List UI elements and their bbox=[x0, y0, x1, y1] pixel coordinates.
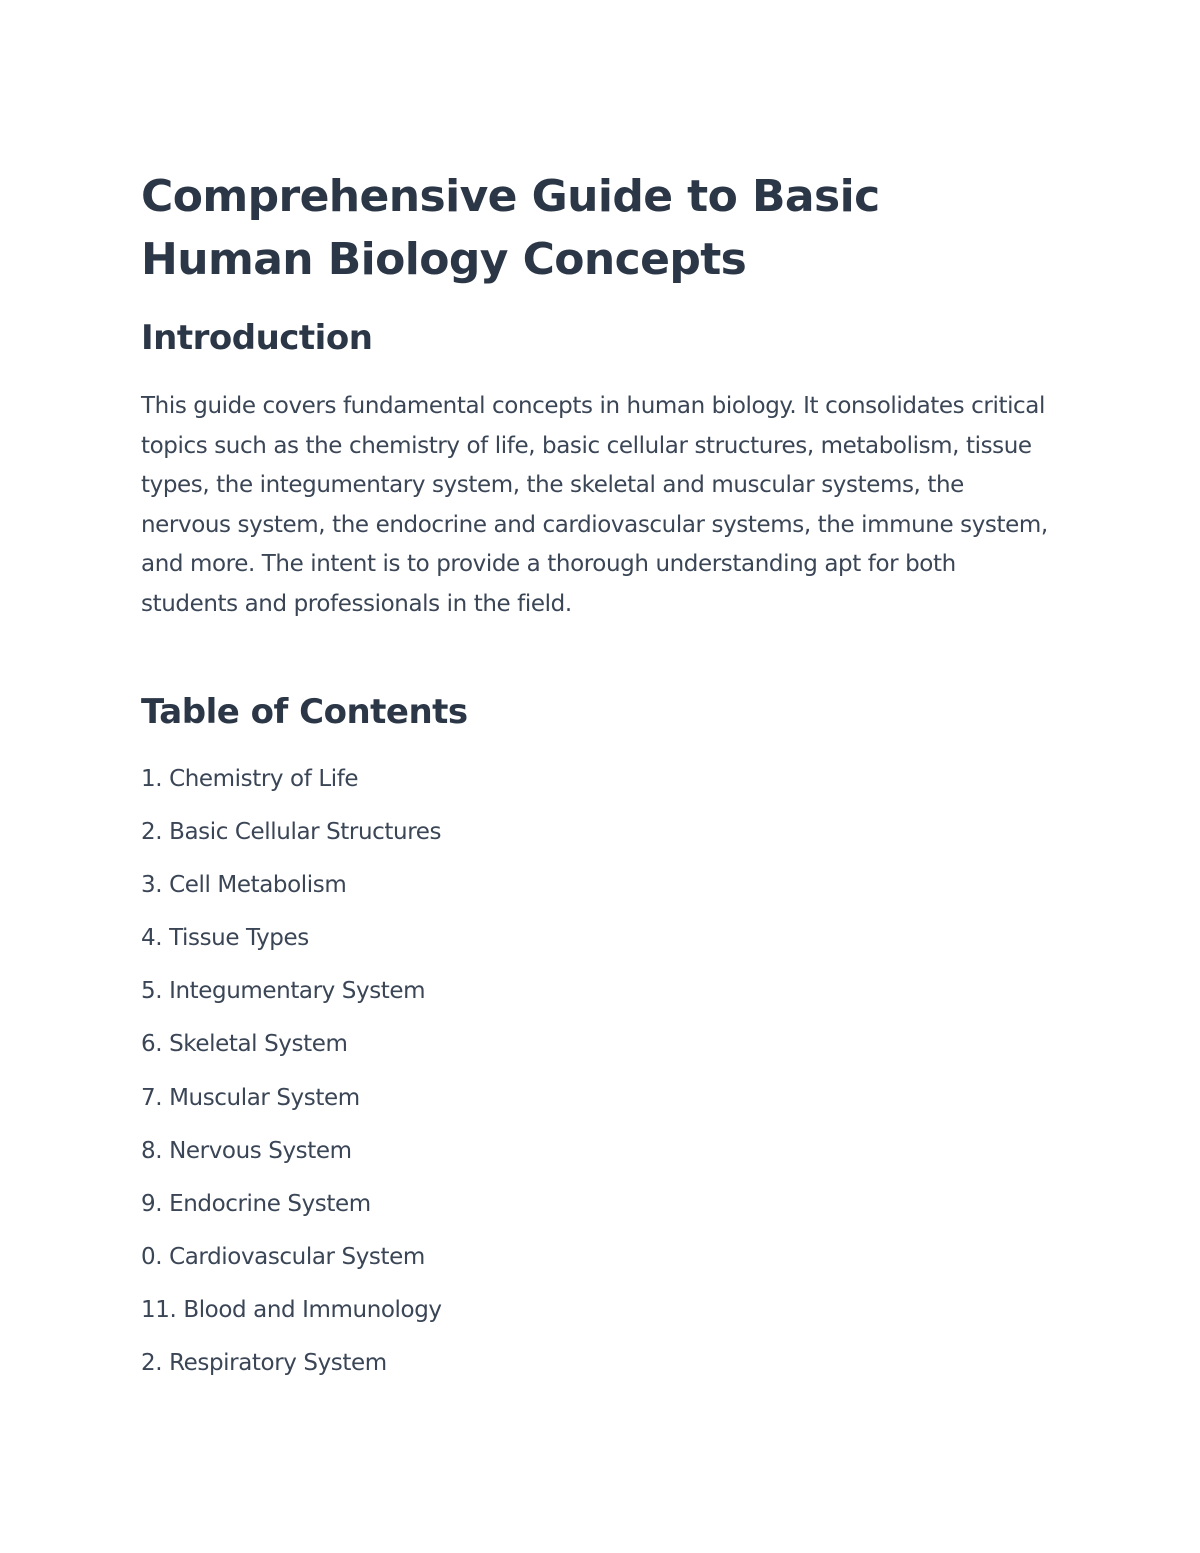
toc-item-integumentary-system bbox=[141, 969, 442, 1022]
toc-item-number: 7. bbox=[141, 1084, 163, 1111]
toc-item-tissue-types bbox=[141, 916, 442, 969]
toc-item-number: 3. bbox=[141, 872, 163, 899]
toc-item-label: Nervous System bbox=[169, 1137, 352, 1164]
toc-item-number: 5. bbox=[141, 978, 163, 1005]
toc-item-chemistry-of-life bbox=[141, 757, 442, 810]
toc-item-number: 4. bbox=[141, 925, 163, 952]
document-title: Comprehensive Guide to Basic Human Biology Concepts bbox=[141, 171, 880, 285]
toc-item-label: Skeletal System bbox=[169, 1031, 348, 1058]
toc-item-number: 9. bbox=[141, 1190, 163, 1217]
introduction-paragraph: This guide covers fundamental concepts in human biology. It consolidates critical topics such as the chemistry of life, basic cellular structures, metabolism, tissue types, the integumentary system, the skeletal and muscular systems, the nervous system, the endocrine and cardiovascular systems, the immune system, and more. The intent is to provide a thorough understanding apt for both students and professionals in the field. bbox=[141, 393, 1048, 617]
toc-item-basic-cellular-structures bbox=[141, 810, 442, 863]
toc-item-endocrine-system bbox=[141, 1182, 442, 1235]
toc-item-number: 0. bbox=[141, 1243, 163, 1270]
toc-item-label: Cell Metabolism bbox=[169, 872, 347, 899]
toc-item-skeletal-system bbox=[141, 1022, 442, 1075]
toc-item-label: Integumentary System bbox=[169, 978, 426, 1005]
toc-item-number: 1. bbox=[141, 766, 163, 792]
toc-item-respiratory-system bbox=[141, 1341, 442, 1394]
toc-item-cardiovascular-system bbox=[141, 1235, 442, 1288]
toc-item-number: 2. bbox=[141, 1350, 163, 1377]
toc-item-muscular-system bbox=[141, 1076, 442, 1129]
toc-item-label: Muscular System bbox=[169, 1084, 360, 1111]
toc-item-label: Endocrine System bbox=[169, 1190, 371, 1217]
toc-item-number: 6. bbox=[141, 1031, 163, 1058]
toc-item-cell-metabolism bbox=[141, 863, 442, 916]
toc-item-label: Cardiovascular System bbox=[169, 1243, 425, 1270]
toc-item-number: 11. bbox=[141, 1296, 177, 1323]
toc-item-blood-and-immunology bbox=[141, 1288, 442, 1341]
toc-item-label: Respiratory System bbox=[169, 1350, 387, 1377]
toc-heading: Table of Contents bbox=[141, 692, 468, 732]
toc-list bbox=[141, 757, 442, 1394]
toc-item-label: Blood and Immunology bbox=[183, 1296, 442, 1323]
toc-item-label: Tissue Types bbox=[169, 925, 309, 952]
toc-item-label: Chemistry of Life bbox=[169, 766, 359, 792]
toc-item-nervous-system bbox=[141, 1129, 442, 1182]
toc-item-number: 8. bbox=[141, 1137, 163, 1164]
toc-item-label: Basic Cellular Structures bbox=[169, 819, 442, 846]
introduction-heading: Introduction bbox=[141, 318, 373, 358]
toc-item-number: 2. bbox=[141, 819, 163, 846]
